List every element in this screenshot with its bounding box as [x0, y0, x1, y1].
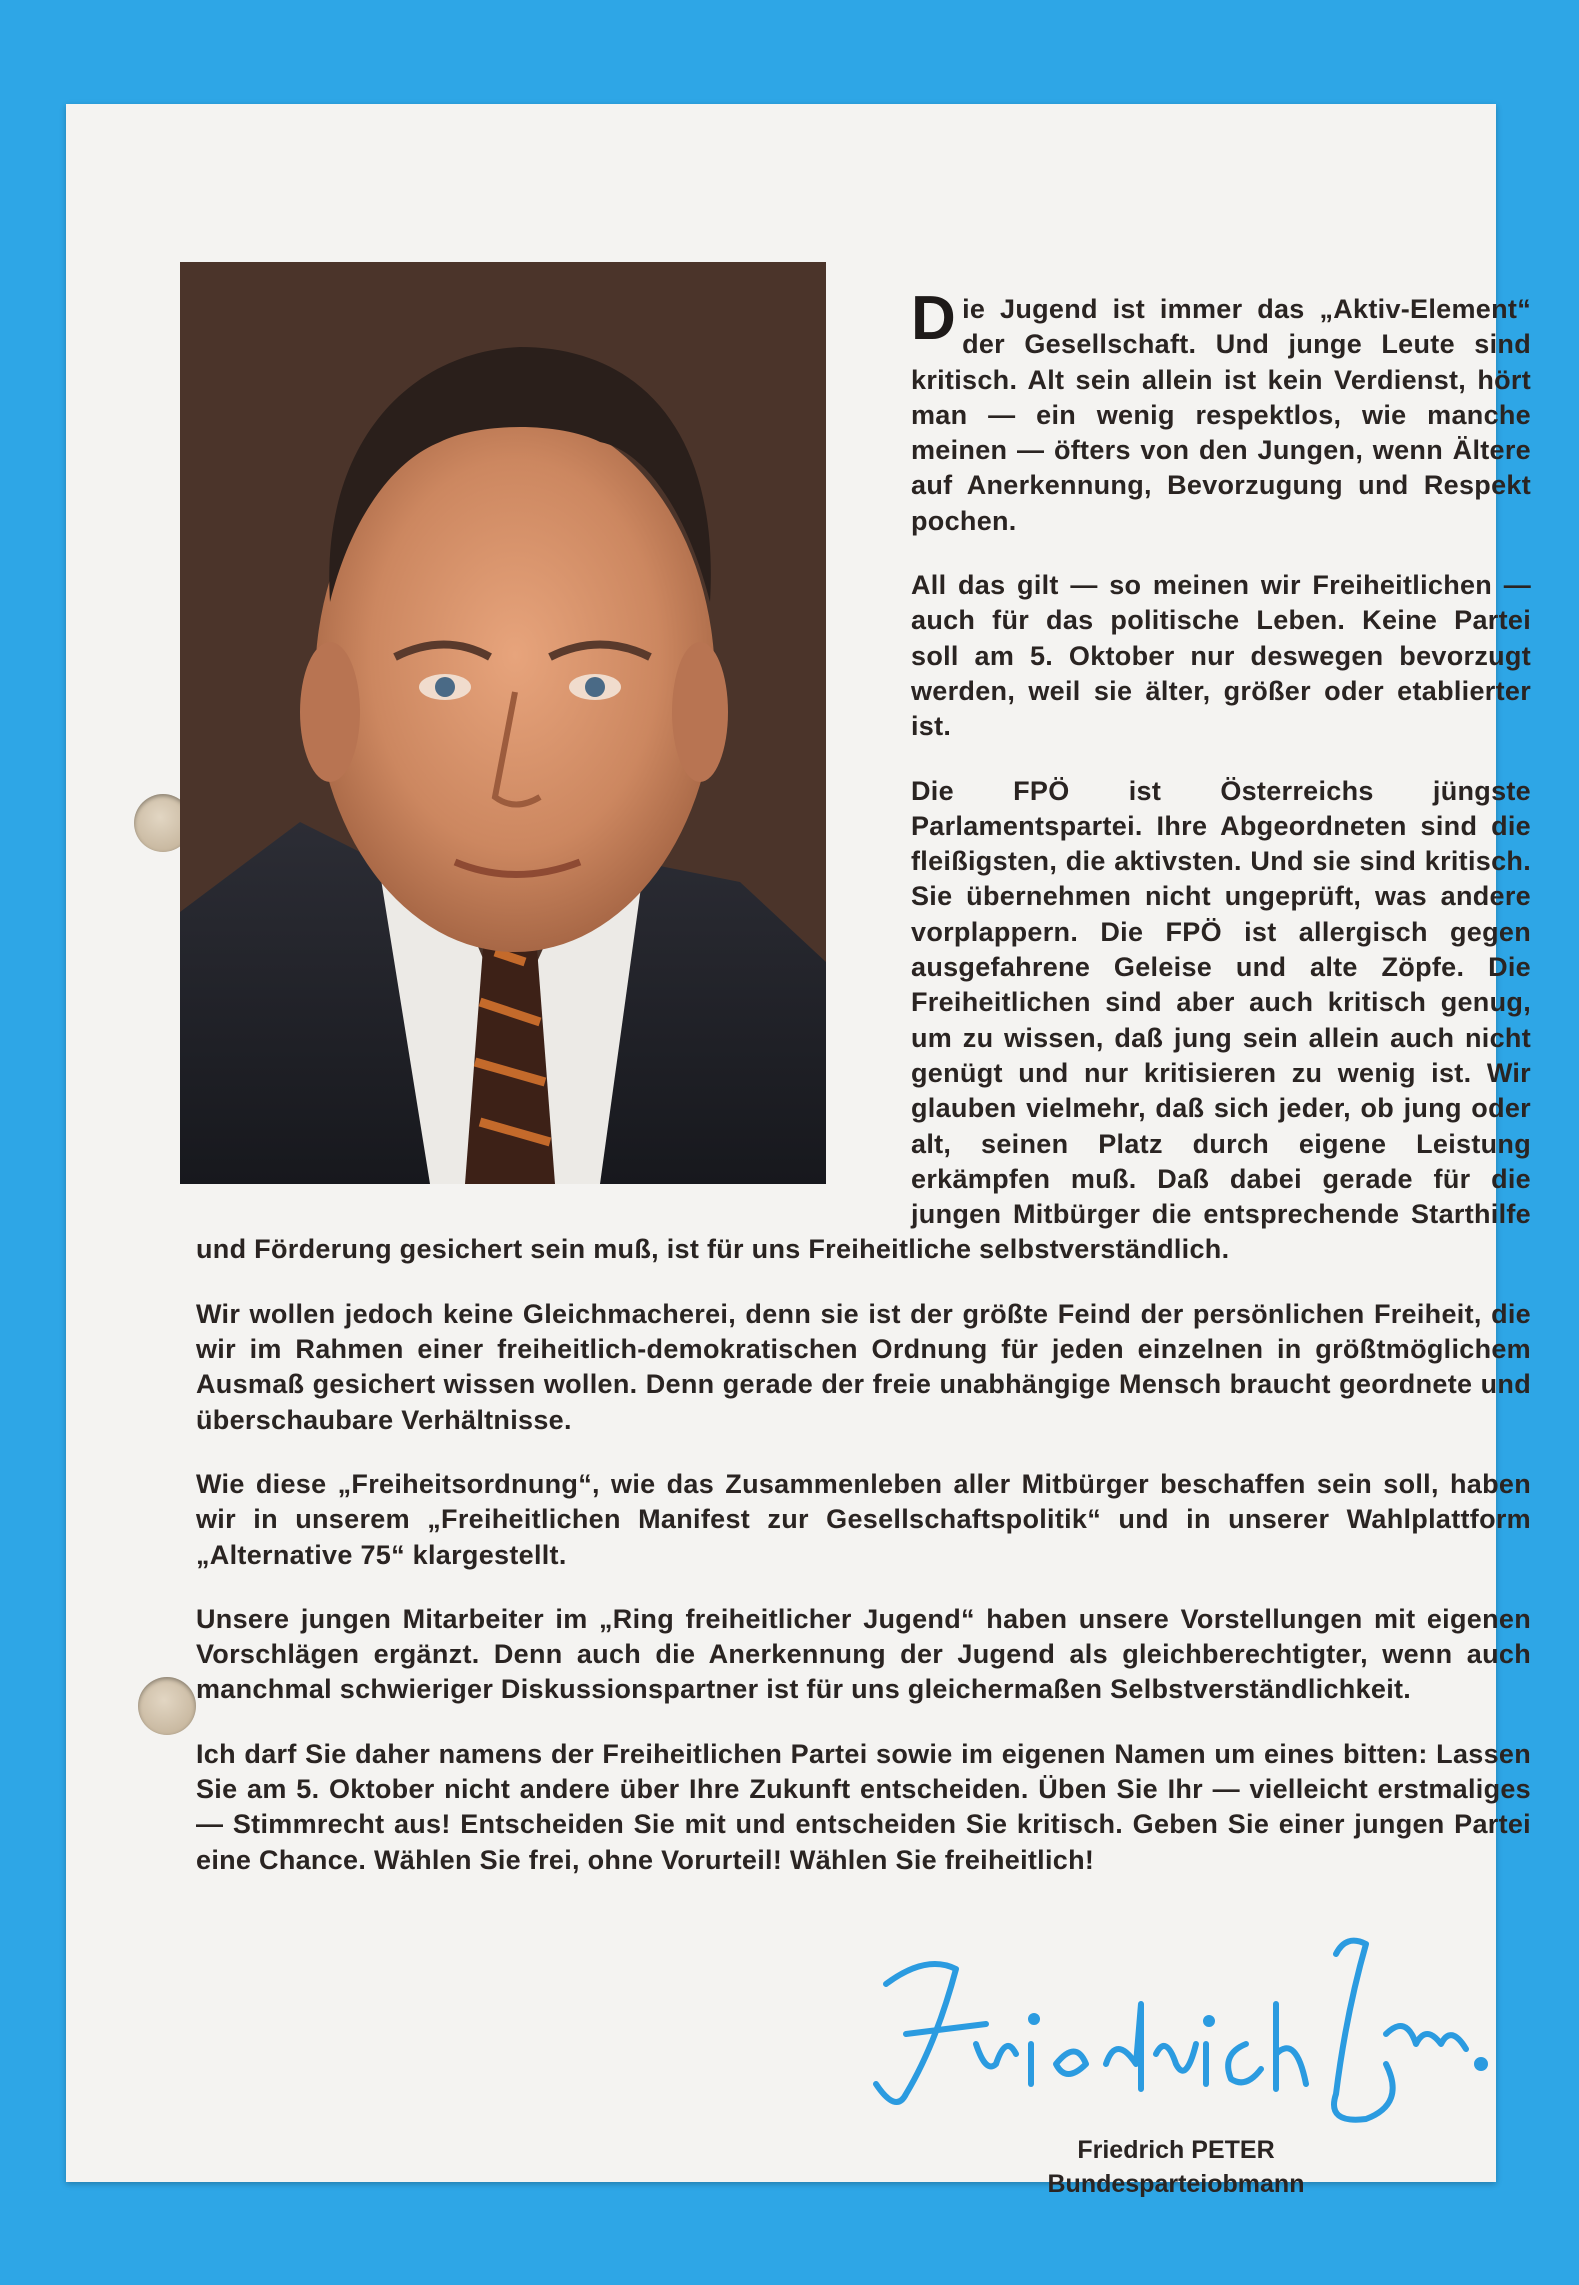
handwritten-signature — [866, 1924, 1506, 2144]
letter-paragraph-1: Die Jugend ist immer das „Aktiv-Element“ der Gesellschaft. Und junge Leute sind kritisch. Alt sein allein ist kein Verdienst, hört man — ein wenig respektlos, wie manche meinen — öfters von den Jungen, wenn Ältere auf Anerkennung, Bevorzugung und Respekt pochen. — [911, 284, 1531, 536]
letter-paragraph-4: Wir wollen jedoch keine Gleichmacherei, denn sie ist der größte Feind der persönlichen Freiheit, die wir im Rahmen einer freiheitlich-demokratischen Ordnung für jeden einzelnen in größtmöglichem Ausmaß gesichert wissen wollen. Denn gerade der freie unabhängige Mensch braucht geordnete und überschaubare Verhältnisse. — [196, 1298, 1531, 1435]
punch-hole-bottom — [138, 1677, 196, 1735]
letter-paragraph-3: Die FPÖ ist Österreichs jüngste Parlamentspartei. Ihre Abgeordneten sind die fleißigsten, die aktivsten. Und sie sind kritisch. Sie übernehmen nicht ungeprüft, was andere vorplappern. Die FPÖ ist allergisch gegen ausgefahrene Geleise und alte Zöpfe. Die Freiheitlichen sind aber auch kritisch genug, um zu wissen, daß jung sein allein auch nicht genügt und nur kritisieren zu wenig ist. Wir glauben vielmehr, daß sich jeder, ob jung oder alt, seinen Platz durch eigene Leistung erkämpfen muß. Daß dabei gerade für die jungen Mitbürger die entsprechende Starthilfe und Förderung gesichert sein muß, ist für uns Freiheitliche selbstverständlich. — [196, 775, 1531, 1265]
letter-body — [196, 284, 1531, 1907]
letter-page — [66, 104, 1531, 2198]
signatory-name: Friedrich PETER — [1077, 2136, 1275, 2164]
letter-paragraph-2: All das gilt — so meinen wir Freiheitlichen — auch für das politische Leben. Keine Partei soll am 5. Oktober nur deswegen bevorzugt werden, weil sie älter, größer oder etablierter ist. — [911, 570, 1531, 742]
letter-paragraph-6: Unsere jungen Mitarbeiter im „Ring freiheitlicher Jugend“ haben unsere Vorstellungen mit eigenen Vorschlägen ergänzt. Denn auch die Anerkennung der Jugend als gleichberechtigter, wenn auch manchmal schwieriger Diskussionspartner ist für uns gleichermaßen Selbstverständlichkeit. — [196, 1603, 1531, 1705]
letter-paragraph-7: Ich darf Sie daher namens der Freiheitlichen Partei sowie im eigenen Namen um eines bitten: Lassen Sie am 5. Oktober nicht andere über Ihre Zukunft entscheiden. Üben Sie Ihr — vielleicht erstmaliges — Stimmrecht aus! Entscheiden Sie mit und entscheiden Sie kritisch. Geben Sie einer jungen Partei eine Chance. Wählen Sie frei, ohne Vorurteil! Wählen Sie freiheitlich! — [196, 1738, 1531, 1875]
dropcap-letter: D — [911, 284, 957, 353]
signatory-title: Bundesparteiobmann — [1047, 2170, 1305, 2198]
letter-paragraph-5: Wie diese „Freiheitsordnung“, wie das Zusammenleben aller Mitbürger beschaffen sein soll, haben wir in unserem „Freiheitlichen Manifest zur Gesellschaftspolitik“ und in unserer Wahlplattform „Alternative 75“ klargestellt. — [196, 1468, 1531, 1570]
